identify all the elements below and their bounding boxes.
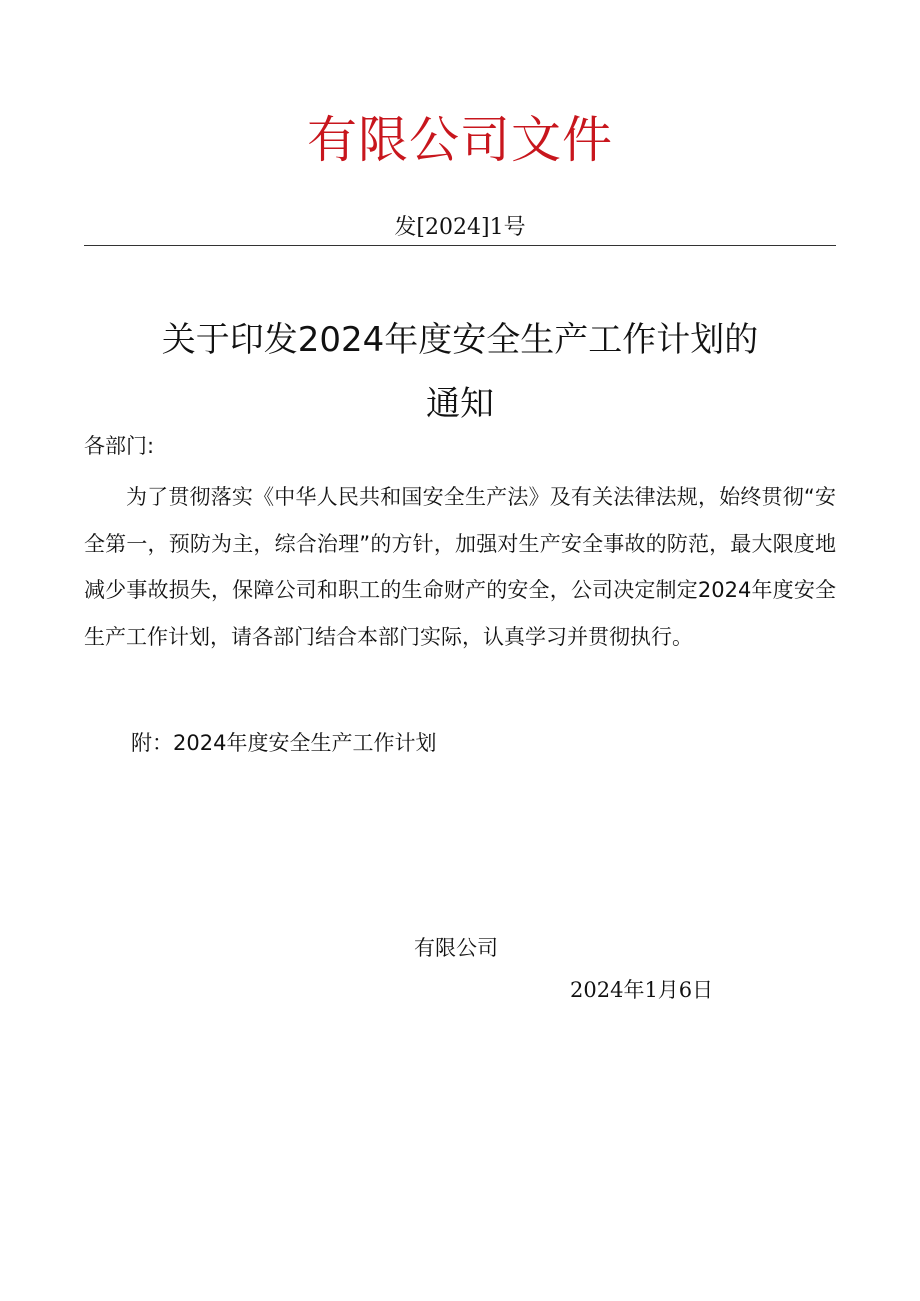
document-number: 发[2024]1号 (394, 215, 526, 240)
notice-title (0, 308, 920, 436)
issue-date: 2024年1月6日 (570, 978, 714, 1002)
header-divider (84, 245, 836, 246)
salutation: 各部门: (84, 434, 155, 458)
issuer-signature: 有限公司 (414, 936, 498, 960)
notice-title-line-2: 通知 (426, 384, 494, 424)
body-paragraph: 为了贯彻落实《中华人民共和国安全生产法》及有关法律法规，始终贯彻“安全第一，预防为主，综合治理”的方针，加强对生产安全事故的防范，最大限度地减少事故损失，保障公司和职工的生命财产的安全，公司决定制定2024年度安全生产工作计划，请各部门结合本部门实际，认真学习并贯彻执行。 (84, 485, 836, 649)
attachment-note: 附：2024年度安全生产工作计划 (131, 731, 437, 755)
document-header-title: 有限公司文件 (307, 111, 613, 169)
notice-title-line-1: 关于印发2024年度安全生产工作计划的 (161, 320, 759, 360)
